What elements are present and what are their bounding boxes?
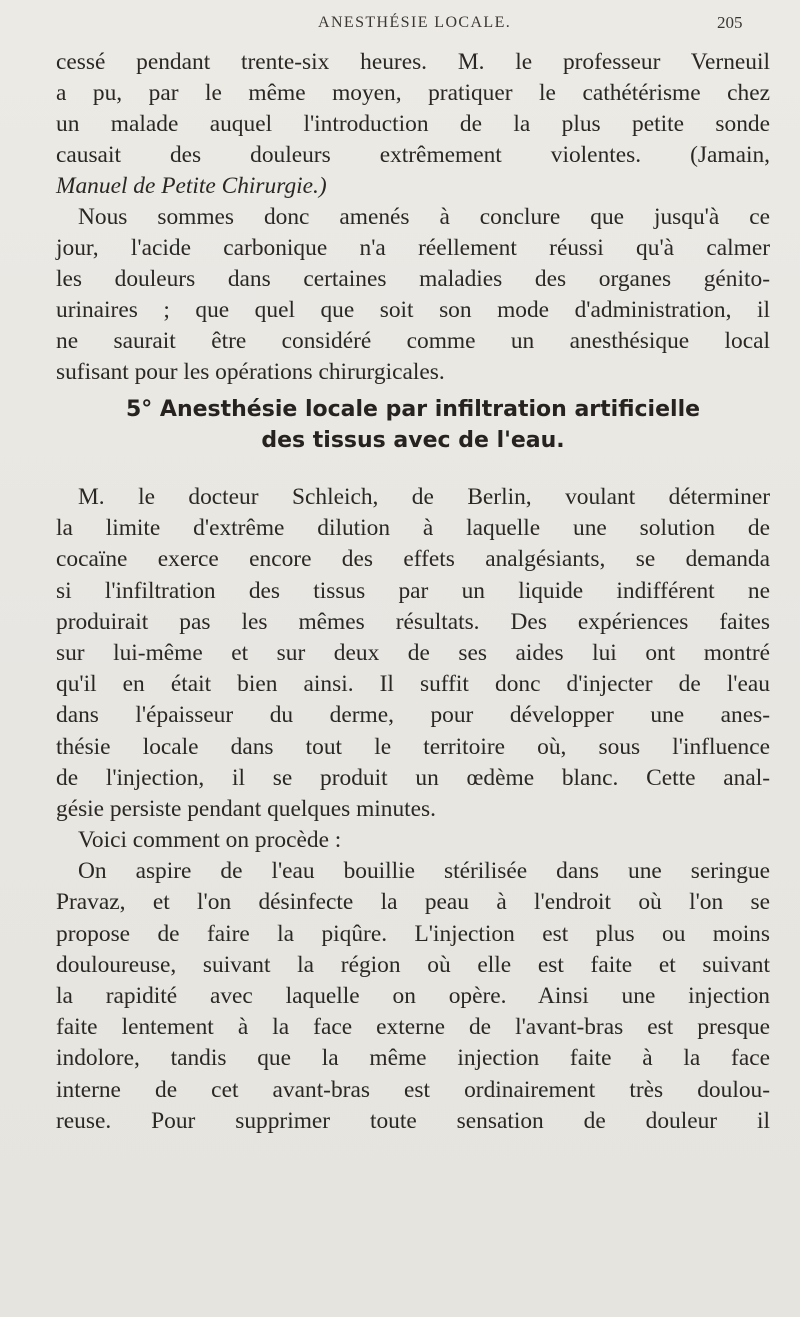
text-line: ne saurait être considéré comme un anesthésique local [56,328,770,354]
text-line: M. le docteur Schleich, de Berlin, voulant déterminer [78,484,770,510]
text-line: dans l'épaisseur du derme, pour développer une anes- [56,702,770,729]
text-block-section [56,482,770,1137]
text-line: faite lentement à la face externe de l'avant-bras est presque [56,1014,770,1041]
text-line: On aspire de l'eau bouillie stérilisée dans une seringue [78,858,770,885]
text-line: la rapidité avec laquelle on opère. Ainsi une injection [56,983,770,1009]
text-line: si l'infiltration des tissus par un liquide indifférent ne [56,577,770,604]
text-line: qu'il en était bien ainsi. Il suffit donc d'injecter de l'eau [56,671,770,698]
text-line: causait des douleurs extrêmement violentes. (Jamain, [56,142,770,168]
text-line: Pravaz, et l'on désinfecte la peau à l'endroit où l'on se [56,889,770,916]
text-line: sur lui-même et sur deux de ses aides lui ont montré [56,639,770,666]
text-line: thésie locale dans tout le territoire où, sous l'influence [56,733,770,760]
citation-text: Manuel de Petite Chirurgie.) [56,173,327,199]
text-line: indolore, tandis que la même injection faite à la face [56,1045,770,1072]
text-line: interne de cet avant-bras est ordinairement très doulou- [56,1076,770,1103]
text-block-top [56,47,770,388]
section-heading-line: 5° Anesthésie locale par infiltration artificielle [125,397,701,422]
text-line: gésie persiste pendant quelques minutes. [56,795,437,822]
section-heading [56,394,770,456]
text-line: de l'injection, il se produit un œdème blanc. Cette anal- [56,764,770,791]
text-line: cessé pendant trente-six heures. M. le professeur Verneuil [56,49,770,75]
text-line: les douleurs dans certaines maladies des organes génito- [56,266,770,292]
text-line: a pu, par le même moyen, pratiquer le cathétérisme chez [56,80,770,106]
text-line: Nous sommes donc amenés à conclure que jusqu'à ce [78,204,770,230]
text-line: la limite d'extrême dilution à laquelle une solution de [56,515,770,542]
text-line: reuse. Pour supprimer toute sensation de douleur il [56,1107,770,1134]
text-line: jour, l'acide carbonique n'a réellement réussi qu'à calmer [56,235,770,261]
section-heading-line: des tissus avec de l'eau. [261,428,565,453]
text-line: un malade auquel l'introduction de la plus petite sonde [56,111,770,137]
text-line: douloureuse, suivant la région où elle est faite et suivant [56,951,770,978]
page-number: 205 [717,13,743,32]
running-title: ANESTHÉSIE LOCALE. [318,14,512,31]
text-line: cocaïne exerce encore des effets analgésiants, se demanda [56,546,770,573]
text-line: urinaires ; que quel que soit son mode d'administration, il [56,297,770,323]
text-line: produirait pas les mêmes résultats. Des expériences faites [56,608,770,635]
text-line: Voici comment on procède : [78,827,342,854]
citation-line [56,171,770,202]
text-line: propose de faire la piqûre. L'injection est plus ou moins [56,920,770,947]
text-line: sufisant pour les opérations chirurgicales. [56,359,445,385]
running-header [0,0,800,50]
